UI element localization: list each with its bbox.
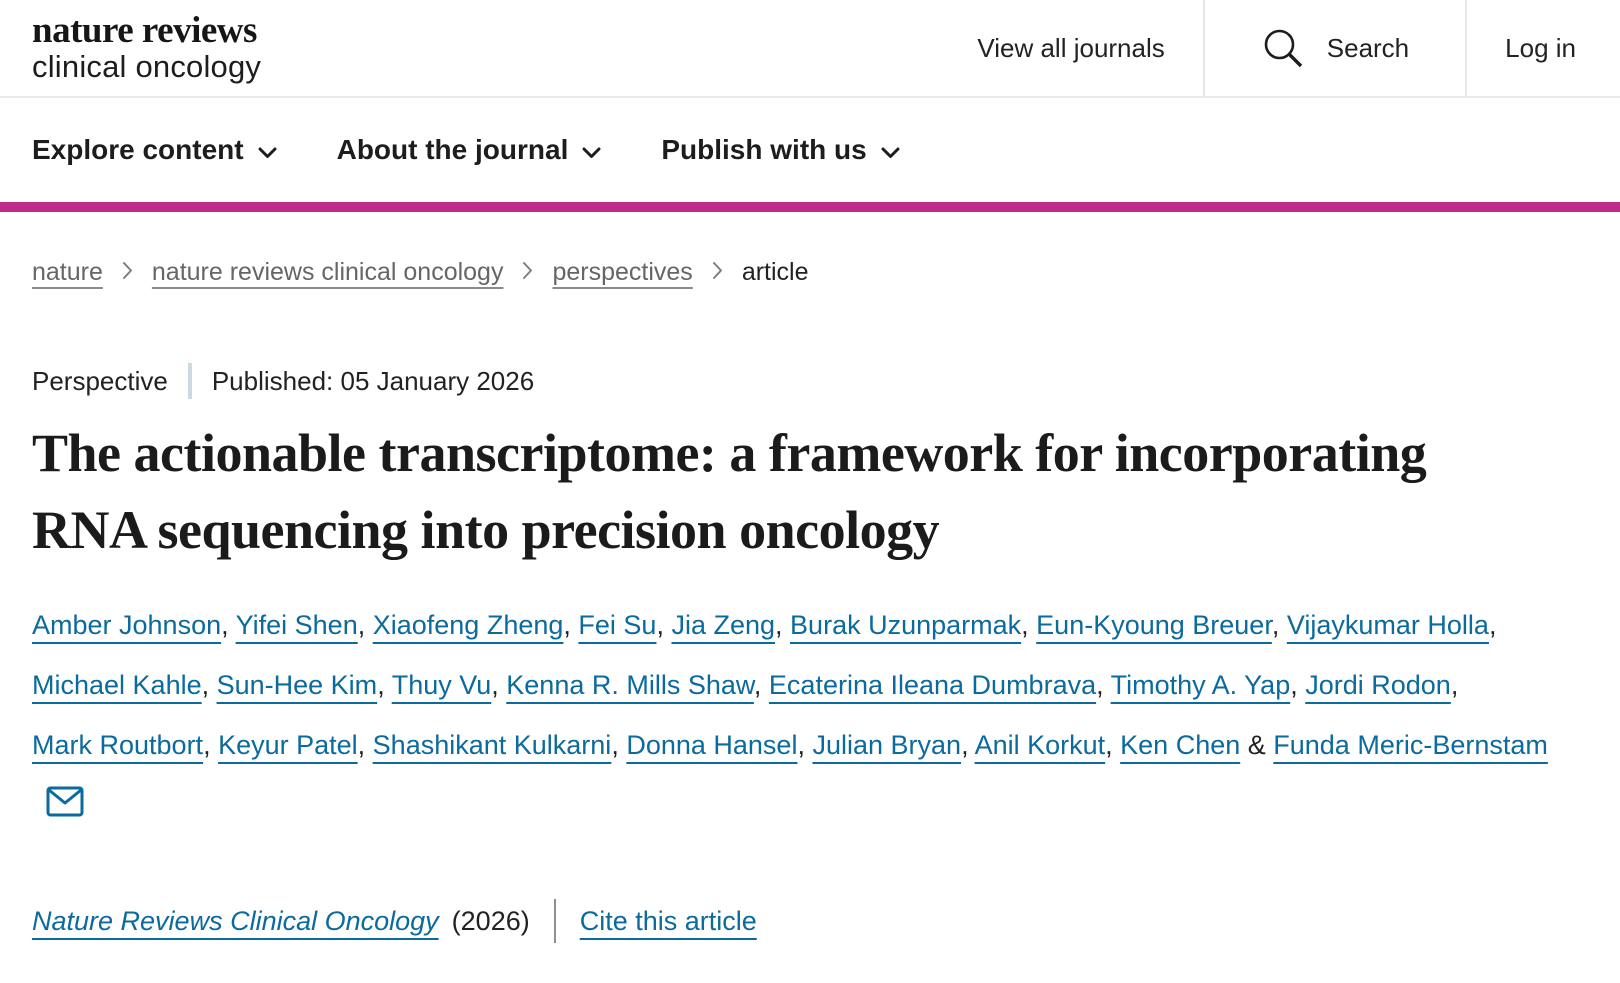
search-button[interactable] (1203, 0, 1467, 96)
author-separator: , (753, 670, 769, 701)
author-item (1096, 670, 1290, 700)
breadcrumb-link[interactable]: perspectives (552, 258, 693, 286)
author-separator: , (1271, 610, 1287, 641)
author-link[interactable]: Xiaofeng Zheng (372, 610, 564, 641)
journal-citation-link[interactable]: Nature Reviews Clinical Oncology (32, 905, 439, 936)
author-item (1021, 610, 1272, 640)
author-link[interactable]: Anil Korkut (974, 730, 1106, 761)
author-link[interactable]: Sun-Hee Kim (216, 670, 378, 701)
published-date: Published: 05 January 2026 (211, 365, 535, 396)
author-separator: , (1488, 610, 1497, 641)
logo-line2: clinical oncology (32, 49, 262, 84)
search-icon (1261, 26, 1305, 70)
journal-logo[interactable] (0, 0, 261, 96)
chevron-right-icon (712, 258, 723, 287)
author-separator: , (357, 730, 373, 761)
author-item (491, 670, 754, 700)
author-link[interactable]: Ecaterina Ileana Dumbrava (768, 670, 1097, 701)
author-separator: , (221, 610, 236, 641)
breadcrumb-current: article (741, 258, 809, 286)
citation-year: (2026) (451, 905, 530, 936)
nav-dropdown-item[interactable] (32, 134, 277, 166)
article-header-region (0, 258, 1620, 943)
cite-this-article-link[interactable]: Cite this article (579, 905, 757, 936)
breadcrumb (32, 258, 1588, 287)
author-link[interactable]: Fei Su (578, 610, 657, 641)
article-meta (32, 363, 1588, 399)
journal-accent-bar (0, 202, 1620, 212)
author-separator: & (1240, 730, 1274, 761)
author-link[interactable]: Thuy Vu (391, 670, 492, 701)
author-separator: , (1021, 610, 1037, 641)
author-separator: , (611, 730, 627, 761)
author-item (358, 730, 612, 760)
author-link[interactable]: Mark Routbort (32, 730, 204, 761)
logo-line1: nature reviews (32, 10, 257, 51)
author-separator: , (203, 730, 219, 761)
author-link[interactable]: Kenna R. Mills Shaw (506, 670, 754, 701)
author-link[interactable]: Vijaykumar Holla (1286, 610, 1489, 641)
author-separator: , (775, 610, 791, 641)
chevron-right-icon (122, 258, 133, 287)
article-type-label: Perspective (32, 365, 168, 396)
email-envelope-icon[interactable] (46, 790, 84, 820)
search-label: Search (1326, 32, 1410, 63)
author-separator: , (563, 610, 579, 641)
author-link[interactable]: Timothy A. Yap (1110, 670, 1291, 701)
breadcrumb-link[interactable]: nature (32, 258, 103, 286)
breadcrumb-link[interactable]: nature reviews clinical oncology (151, 258, 504, 286)
author-list (32, 595, 1552, 835)
author-separator: , (201, 670, 217, 701)
author-separator: , (961, 730, 975, 761)
author-link[interactable]: Michael Kahle (32, 670, 202, 701)
site-header (0, 0, 1620, 98)
author-link[interactable]: Donna Hansel (626, 730, 798, 761)
author-item (1240, 730, 1548, 760)
author-link[interactable]: Jia Zeng (671, 610, 776, 641)
author-item (754, 670, 1096, 700)
nav-item-label: Publish with us (661, 134, 867, 165)
login-link[interactable]: Log in (1505, 32, 1576, 63)
author-item (775, 610, 1021, 640)
author-separator: , (1105, 730, 1121, 761)
author-item (358, 610, 564, 640)
nav-item-label: Explore content (32, 134, 244, 165)
author-separator: , (1096, 670, 1111, 701)
author-item (563, 610, 656, 640)
author-item (32, 610, 221, 640)
author-item (1290, 670, 1451, 700)
author-separator: , (656, 610, 672, 641)
author-link[interactable]: Jordi Rodon (1305, 670, 1451, 701)
author-items (32, 610, 1548, 760)
author-item (797, 730, 961, 760)
author-link[interactable]: Keyur Patel (218, 730, 358, 761)
author-item (202, 670, 378, 700)
author-item (203, 730, 358, 760)
chevron-down-icon (582, 134, 601, 166)
author-separator: , (377, 670, 392, 701)
author-item (377, 670, 491, 700)
author-link[interactable]: Ken Chen (1120, 730, 1241, 761)
nav-dropdown-item[interactable] (661, 134, 899, 166)
breadcrumb-links (32, 258, 723, 287)
author-separator: , (1290, 670, 1306, 701)
nav-item-label: About the journal (336, 134, 569, 165)
author-item (1272, 610, 1489, 640)
author-link[interactable]: Burak Uzunparmak (790, 610, 1022, 641)
header-actions (939, 0, 1620, 96)
author-separator: , (491, 670, 507, 701)
view-all-journals-link[interactable]: View all journals (977, 32, 1165, 63)
author-item (1105, 730, 1240, 760)
author-item (961, 730, 1105, 760)
author-link[interactable]: Julian Bryan (812, 730, 962, 761)
author-link[interactable]: Shashikant Kulkarni (372, 730, 612, 761)
nav-dropdown-item[interactable] (337, 134, 602, 166)
article-title: The actionable transcriptome: a framework for incorporating RNA sequencing into precision oncology (32, 423, 1427, 561)
author-separator: , (357, 610, 373, 641)
author-item (656, 610, 775, 640)
author-link[interactable]: Amber Johnson (32, 610, 222, 641)
chevron-down-icon (258, 134, 277, 166)
author-separator: , (797, 730, 813, 761)
author-link[interactable]: Yifei Shen (235, 610, 358, 641)
chevron-right-icon (522, 258, 533, 287)
author-link[interactable]: Funda Meric-Bernstam (1273, 730, 1548, 761)
author-separator: , (1450, 670, 1459, 701)
chevron-down-icon (881, 134, 900, 166)
author-link[interactable]: Eun-Kyoung Breuer (1036, 610, 1272, 641)
citation-divider (554, 899, 556, 943)
author-item (611, 730, 797, 760)
citation-line (32, 899, 1588, 943)
meta-divider (188, 363, 192, 399)
author-item (221, 610, 358, 640)
site-nav (0, 98, 1620, 202)
